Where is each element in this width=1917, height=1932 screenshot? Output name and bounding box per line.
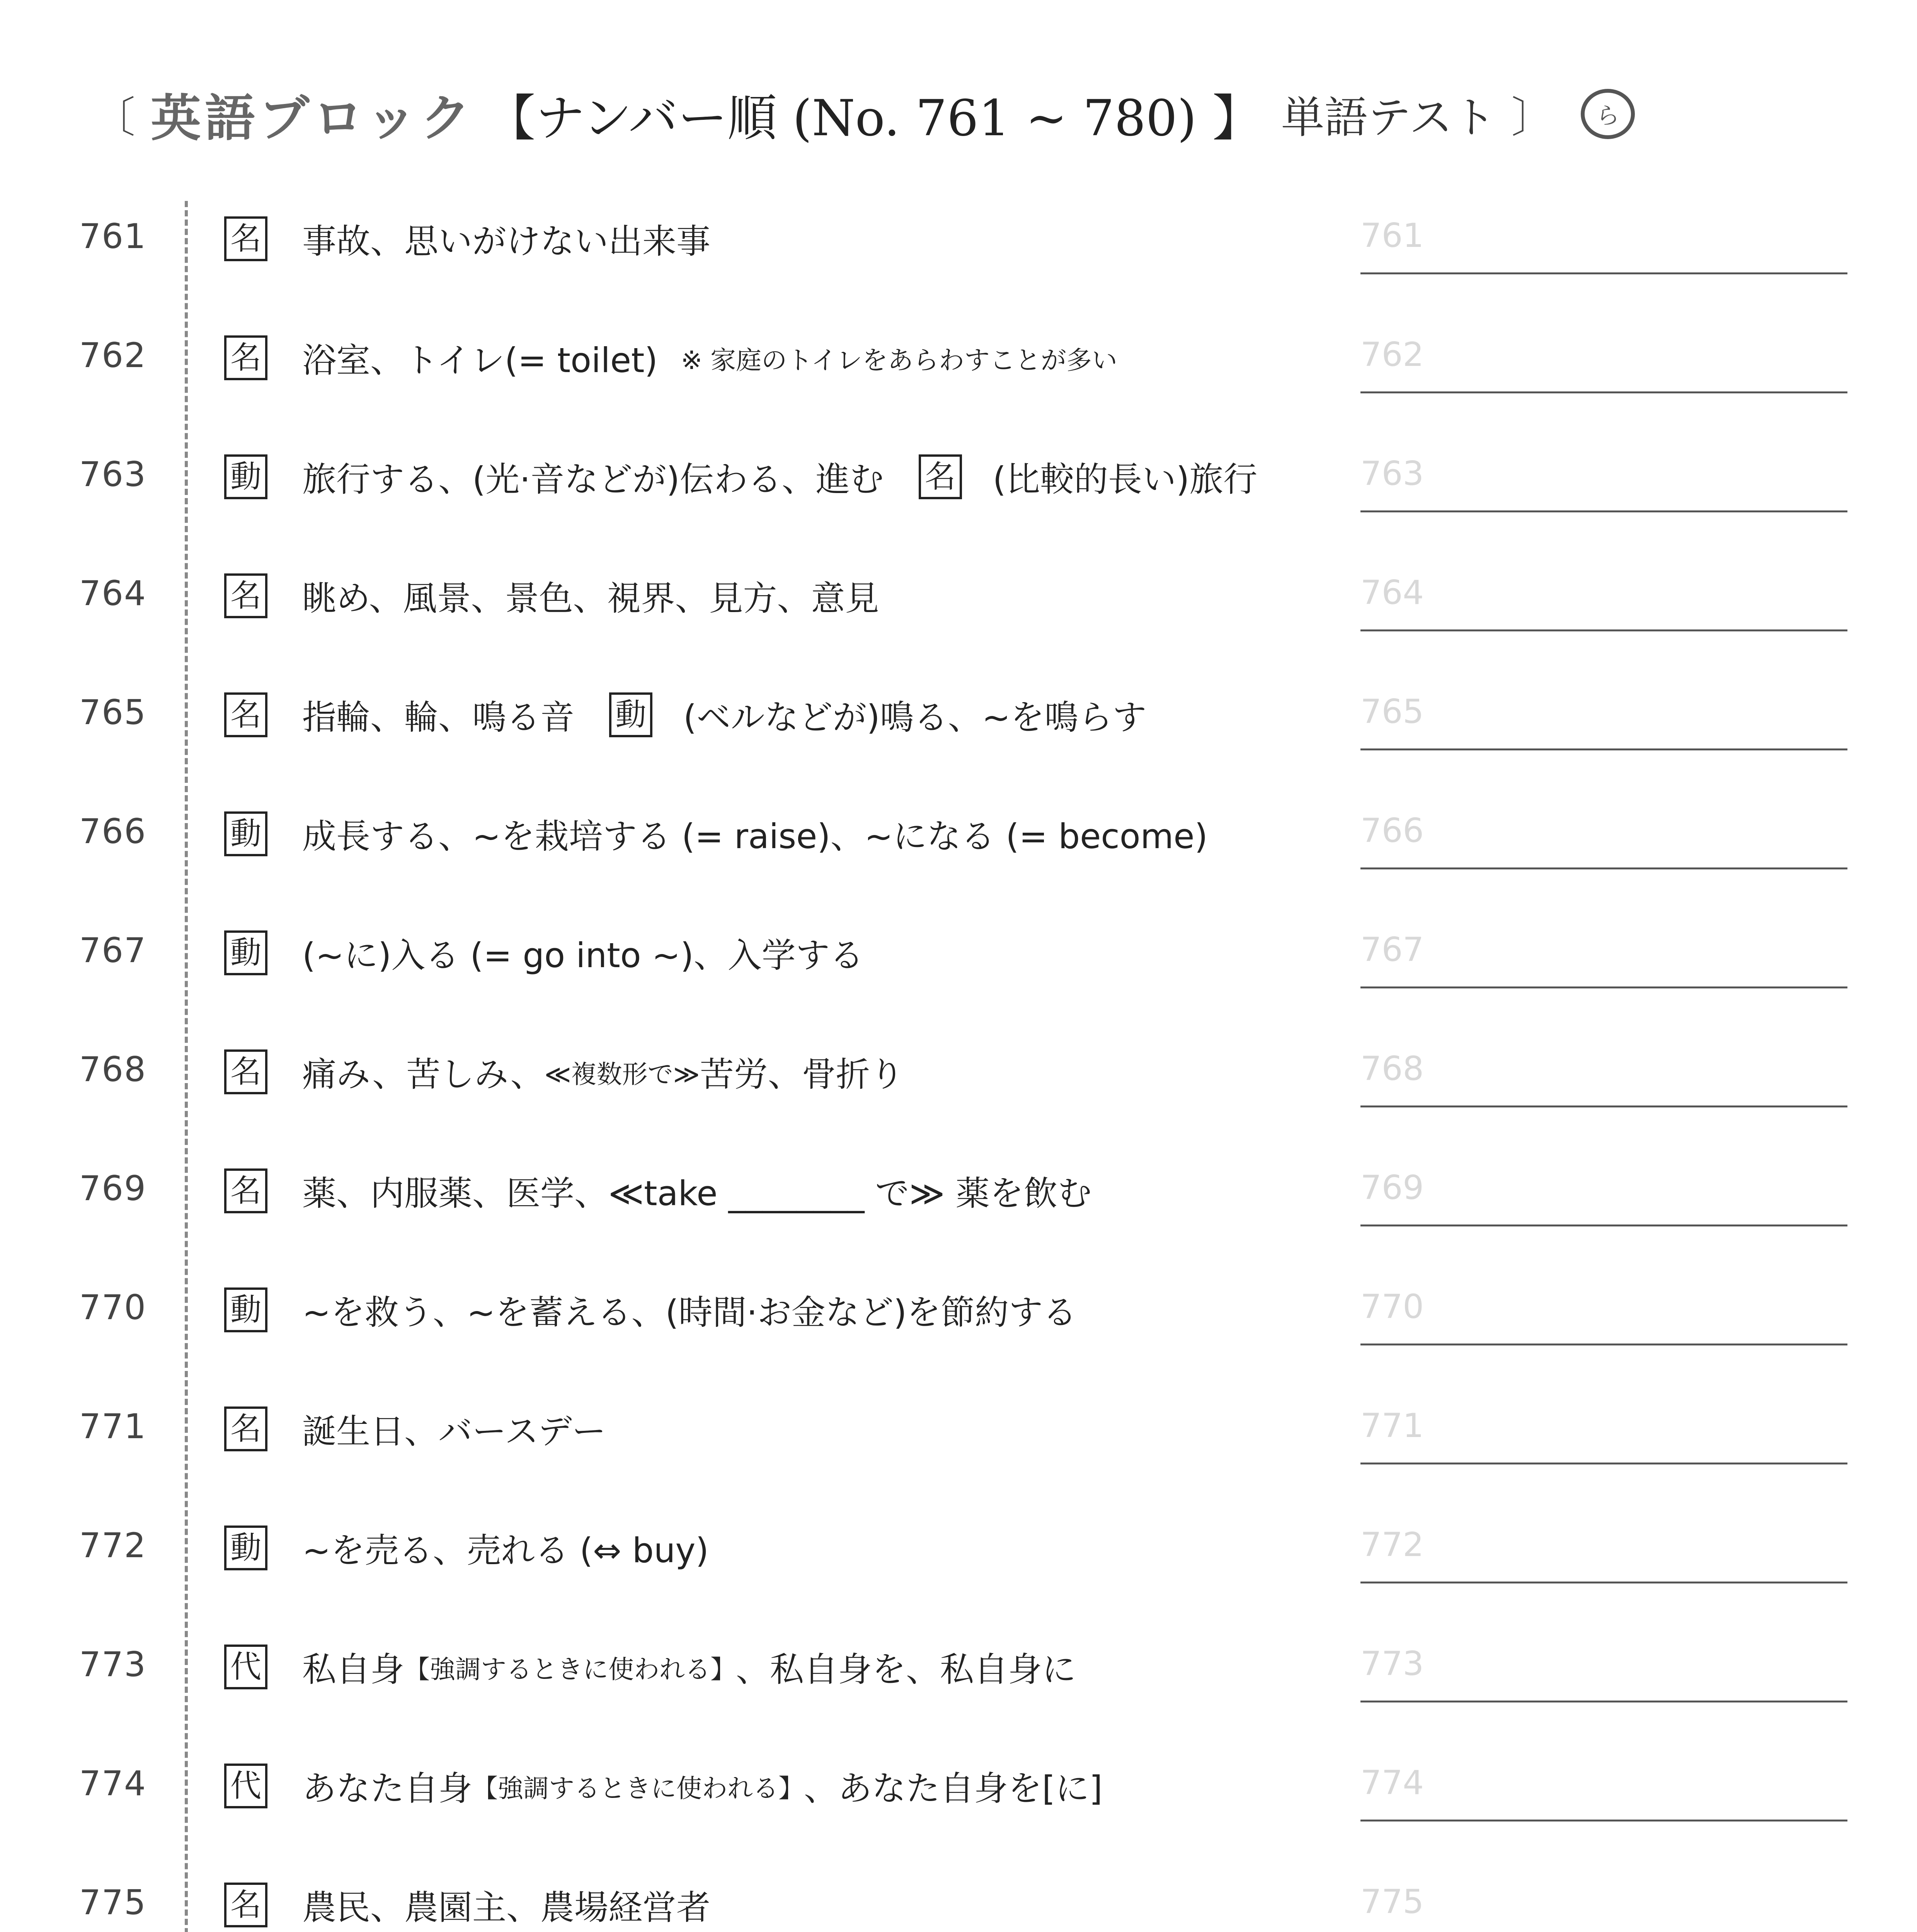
header-bracket-close: 〕 [1511,93,1554,142]
word-row [0,1510,1917,1629]
answer-underline [1360,510,1847,512]
answer-placeholder-number: 774 [1360,1764,1424,1802]
answer-field[interactable] [1360,1168,1847,1226]
meaning-text: 事故、思いがけない出来事 [302,221,711,261]
answer-field[interactable] [1360,335,1847,393]
meaning-note: ※ 家庭のトイレをあらわすことが多い [681,345,1117,375]
answer-field[interactable] [1360,1764,1847,1821]
word-meaning [224,214,1314,263]
answer-underline [1360,1463,1847,1464]
word-number: 768 [79,1049,146,1089]
part-of-speech-badge: 動 [224,930,267,975]
part-of-speech-badge: 名 [919,454,962,499]
part-of-speech-badge: 名 [224,335,267,380]
part-of-speech-badge: 名 [224,1049,267,1094]
answer-underline [1360,1225,1847,1226]
answer-underline [1360,1105,1847,1107]
word-row [0,1867,1917,1932]
word-number: 767 [79,930,146,970]
word-row [0,1153,1917,1272]
answer-underline [1360,748,1847,750]
header-bracket-open: 〔 [93,93,135,142]
word-row [0,320,1917,439]
answer-placeholder-number: 771 [1360,1406,1424,1445]
word-meaning [224,1881,1314,1929]
smiley-face-icon: ら [1581,89,1635,139]
meaning-note: ≪複数形で≫ [544,1059,700,1089]
meaning-text: 指輪、輪、鳴る音 [302,697,575,737]
answer-placeholder-number: 764 [1360,573,1424,612]
word-meaning [224,929,1314,977]
page-header [77,79,1840,149]
word-row [0,1034,1917,1153]
word-number: 775 [79,1883,146,1922]
word-number: 761 [79,216,146,256]
word-number: 764 [79,573,146,613]
word-number: 770 [79,1287,146,1327]
word-meaning [224,333,1314,382]
meaning-text: 薬、内服薬、医学、≪take ________ で≫ 薬を飲む [302,1173,1092,1213]
part-of-speech-badge: 動 [224,811,267,856]
word-row [0,796,1917,915]
answer-placeholder-number: 770 [1360,1287,1424,1326]
answer-field[interactable] [1360,1406,1847,1464]
meaning-text: 誕生日、バースデー [302,1412,606,1451]
part-of-speech-badge: 動 [609,692,652,737]
word-row [0,677,1917,796]
answer-underline [1360,272,1847,274]
meaning-note: 【強調するときに使われる】 [472,1773,804,1803]
meaning-text: あなた自身 [302,1769,473,1808]
meaning-text: 成長する、~を栽培する (= raise)、~になる (= become) [302,816,1208,856]
answer-underline [1360,1701,1847,1702]
word-row [0,915,1917,1034]
word-number: 772 [79,1526,146,1565]
answer-placeholder-number: 762 [1360,335,1424,374]
answer-field[interactable] [1360,1645,1847,1702]
word-meaning [224,1643,1314,1691]
answer-placeholder-number: 769 [1360,1168,1424,1207]
meaning-note: 【強調するときに使われる】 [404,1654,736,1684]
part-of-speech-badge: 代 [224,1645,267,1689]
answer-placeholder-number: 772 [1360,1526,1424,1564]
answer-underline [1360,1820,1847,1821]
meaning-text-continued: 、私自身を、私自身に [736,1650,1076,1689]
answer-placeholder-number: 765 [1360,692,1424,731]
word-row [0,1391,1917,1510]
answer-field[interactable] [1360,573,1847,631]
answer-field[interactable] [1360,930,1847,988]
part-of-speech-badge: 名 [224,1168,267,1213]
answer-placeholder-number: 766 [1360,811,1424,850]
page-title: 【ナンバー順 (No. 761 ~ 780) 】 [486,90,1262,147]
answer-underline [1360,1344,1847,1345]
answer-field[interactable] [1360,1049,1847,1107]
word-number: 763 [79,454,146,494]
meaning-text: 農民、農園主、農場経営者 [302,1888,711,1927]
word-number: 774 [79,1764,146,1803]
answer-underline [1360,867,1847,869]
part-of-speech-badge: 動 [224,1526,267,1570]
answer-placeholder-number: 763 [1360,454,1424,493]
meaning-text-continued: 苦労、骨折り [700,1054,904,1094]
word-row [0,1748,1917,1867]
part-of-speech-badge: 動 [224,1287,267,1332]
answer-placeholder-number: 767 [1360,930,1424,969]
answer-underline [1360,629,1847,631]
answer-placeholder-number: 761 [1360,216,1424,255]
word-meaning [224,571,1314,620]
word-row [0,201,1917,320]
answer-field[interactable] [1360,454,1847,512]
meaning-text: (~に)入る (= go into ~)、入学する [302,935,864,975]
word-meaning [224,1167,1314,1215]
answer-field[interactable] [1360,1526,1847,1583]
meaning-text: (比較的長い)旅行 [993,459,1258,499]
word-meaning [224,1762,1314,1810]
answer-underline [1360,1582,1847,1583]
word-meaning [224,690,1314,739]
word-meaning [224,1524,1314,1572]
answer-field[interactable] [1360,811,1847,869]
answer-field[interactable] [1360,1287,1847,1345]
part-of-speech-badge: 名 [224,1406,267,1451]
part-of-speech-badge: 名 [224,1883,267,1927]
part-of-speech-badge: 動 [224,454,267,499]
word-meaning [224,1405,1314,1453]
meaning-text-continued: 、あなた自身を[に] [804,1769,1103,1808]
part-of-speech-badge: 名 [224,692,267,737]
meaning-text: 旅行する、(光·音などが)伝わる、進む [302,459,884,499]
word-row [0,1272,1917,1391]
answer-field[interactable] [1360,692,1847,750]
brand-logo: 英語ブロック [151,88,475,148]
meaning-text: ~を売る、売れる (⇔ buy) [302,1531,709,1570]
meaning-text: 痛み、苦しみ、 [302,1054,545,1094]
word-number: 773 [79,1645,146,1684]
answer-field[interactable] [1360,216,1847,274]
word-row [0,558,1917,677]
part-of-speech-badge: 名 [224,573,267,618]
word-meaning [224,810,1314,858]
answer-underline [1360,986,1847,988]
meaning-text: 私自身 [302,1650,405,1689]
part-of-speech-badge: 名 [224,216,267,261]
word-meaning [224,1286,1314,1334]
word-number: 769 [79,1168,146,1208]
answer-placeholder-number: 775 [1360,1883,1424,1921]
word-row [0,439,1917,558]
word-meaning [224,452,1314,501]
word-number: 771 [79,1406,146,1446]
answer-underline [1360,391,1847,393]
meaning-text: 眺め、風景、景色、視界、見方、意見 [302,578,879,618]
word-row [0,1629,1917,1748]
meaning-text: (ベルなどが)鳴る、~を鳴らす [683,697,1147,737]
page-subtitle: 単語テスト [1281,92,1496,143]
word-number: 766 [79,811,146,851]
part-of-speech-badge: 代 [224,1764,267,1808]
word-number: 762 [79,335,146,375]
word-meaning [224,1048,1314,1096]
meaning-text: ~を救う、~を蓄える、(時間·お金など)を節約する [302,1293,1077,1332]
answer-field[interactable] [1360,1883,1847,1932]
answer-placeholder-number: 768 [1360,1049,1424,1088]
answer-placeholder-number: 773 [1360,1645,1424,1683]
word-number: 765 [79,692,146,732]
meaning-text: 浴室、トイレ(= toilet) [302,340,658,380]
